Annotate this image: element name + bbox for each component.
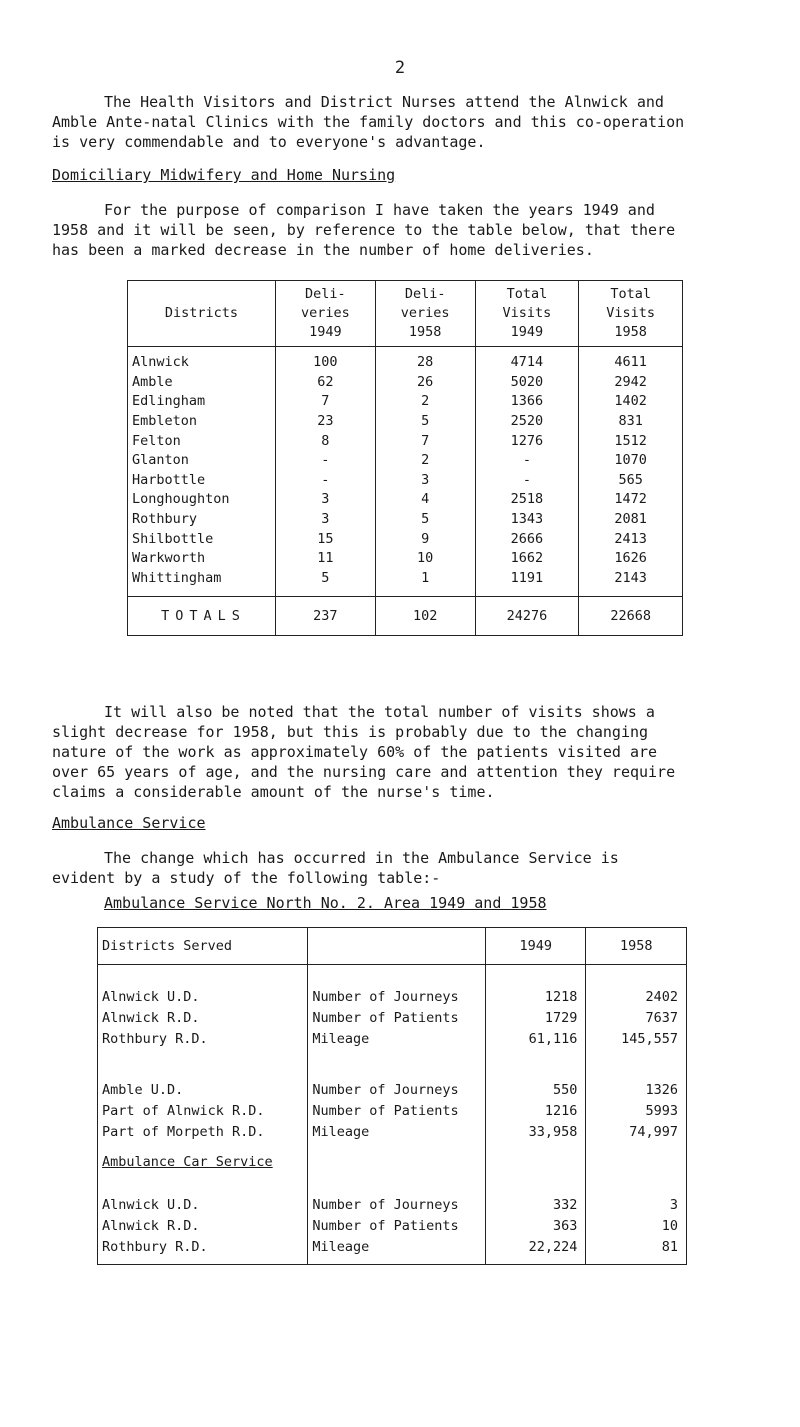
table-cell: 5 — [275, 569, 375, 597]
table-cell — [98, 1173, 308, 1195]
table-cell: 8 — [275, 431, 375, 451]
intro-line: is very commendable and to everyone's advantage. — [52, 133, 486, 151]
section-heading-midwifery: Domiciliary Midwifery and Home Nursing — [52, 166, 396, 184]
table-row — [128, 490, 683, 510]
table-cell: 1366 — [475, 392, 579, 412]
table-cell: Mileage — [308, 1029, 486, 1050]
table-row — [98, 1029, 687, 1050]
page-number: 2 — [394, 58, 406, 78]
table-cell: 332 — [485, 1195, 585, 1216]
table-cell: 2413 — [579, 529, 683, 549]
table-cell — [308, 1143, 486, 1173]
table-cell: 4611 — [579, 347, 683, 373]
table-cell: 5020 — [475, 373, 579, 393]
table-cell: 33,958 — [485, 1122, 585, 1143]
table-cell — [98, 1050, 308, 1080]
table-cell: 2518 — [475, 490, 579, 510]
table-cell: Rothbury R.D. — [102, 1031, 208, 1047]
table-cell: 7 — [375, 431, 475, 451]
table-cell: 363 — [485, 1216, 585, 1237]
intro-line: The Health Visitors and District Nurses attend the Alnwick and — [104, 93, 664, 111]
ambulance-line: evident by a study of the following table:- — [52, 869, 441, 887]
table-cell — [586, 1050, 687, 1080]
table-cell: 3 — [275, 490, 375, 510]
table-cell — [485, 1143, 585, 1173]
table-cell: Rothbury R.D. — [102, 1239, 208, 1255]
totals-row — [128, 597, 683, 636]
table-cell: Amble U.D. — [102, 1082, 184, 1098]
table-cell: 1402 — [579, 392, 683, 412]
deliveries-visits-table — [127, 280, 683, 636]
ambulance-paragraph — [52, 848, 752, 888]
ambulance-car-service-label: Ambulance Car Service — [102, 1154, 273, 1170]
table-cell: - — [475, 471, 579, 491]
table-cell — [98, 1143, 308, 1173]
table-cell: 74,997 — [586, 1122, 687, 1143]
table-cell: 1218 — [485, 987, 585, 1008]
header-deliveries-1949: Deli- veries 1949 — [275, 281, 375, 347]
table-cell: Number of Patients — [308, 1008, 486, 1029]
table-row — [128, 529, 683, 549]
table-header-row — [128, 281, 683, 347]
table-cell — [308, 965, 486, 988]
table-cell — [308, 1173, 486, 1195]
visits-line: nature of the work as approximately 60% of the patients visited are — [52, 743, 658, 761]
table-cell: 565 — [579, 471, 683, 491]
table-cell: 2143 — [579, 569, 683, 597]
table-cell: 3 — [275, 510, 375, 530]
table-cell: 1472 — [579, 490, 683, 510]
header-measure — [308, 928, 486, 965]
table-cell: Whittingham — [132, 569, 222, 586]
table-cell: 2402 — [586, 987, 687, 1008]
table-row — [128, 451, 683, 471]
table-cell: Warkworth — [132, 550, 206, 567]
table-cell: 2666 — [475, 529, 579, 549]
section-heading-ambulance: Ambulance Service — [52, 814, 206, 832]
table-cell: 2942 — [579, 373, 683, 393]
table-cell — [485, 965, 585, 988]
table-cell: Alnwick R.D. — [102, 1010, 200, 1026]
table-cell: 4714 — [475, 347, 579, 373]
midwifery-paragraph — [52, 200, 752, 260]
header-districts: Districts — [128, 281, 276, 347]
table-cell — [586, 965, 687, 988]
ambulance-line: The change which has occurred in the Ambulance Service is — [104, 849, 619, 867]
table-cell: - — [275, 471, 375, 491]
table-cell: 24276 — [475, 597, 579, 636]
table-cell: Mileage — [308, 1122, 486, 1143]
table-row — [128, 471, 683, 491]
table-cell: 1216 — [485, 1101, 585, 1122]
table-row — [128, 569, 683, 597]
table-row — [98, 1122, 687, 1143]
table-cell: 28 — [375, 347, 475, 373]
table-row — [98, 1216, 687, 1237]
table-cell: Mileage — [308, 1237, 486, 1265]
header-1949: 1949 — [485, 928, 585, 965]
table-cell: 2 — [375, 392, 475, 412]
table-section-label-row — [98, 1143, 687, 1173]
table-cell: 5993 — [586, 1101, 687, 1122]
header-1958: 1958 — [586, 928, 687, 965]
table-cell: 5 — [375, 510, 475, 530]
table-cell: Edlingham — [132, 393, 206, 410]
table-cell: 3 — [375, 471, 475, 491]
table-cell: 22668 — [579, 597, 683, 636]
table-cell: 102 — [375, 597, 475, 636]
table-cell: 1512 — [579, 431, 683, 451]
table-cell: 7 — [275, 392, 375, 412]
table-row — [98, 1080, 687, 1101]
visits-line: It will also be noted that the total number of visits shows a — [104, 703, 655, 721]
table-cell: 145,557 — [586, 1029, 687, 1050]
table-row — [128, 412, 683, 432]
table-cell: Embleton — [132, 413, 198, 430]
table-cell: Number of Journeys — [308, 1195, 486, 1216]
visits-line: slight decrease for 1958, but this is probably due to the changing — [52, 723, 649, 741]
table-cell: 23 — [275, 412, 375, 432]
table-cell: Longhoughton — [132, 491, 230, 508]
table-cell: 7637 — [586, 1008, 687, 1029]
table-cell: 11 — [275, 549, 375, 569]
table-cell: Felton — [132, 432, 181, 449]
table-row — [98, 1101, 687, 1122]
table-cell: 2 — [375, 451, 475, 471]
table-cell: 10 — [375, 549, 475, 569]
table-cell: 831 — [579, 412, 683, 432]
table-cell: Rothbury — [132, 511, 198, 528]
table-cell: 2081 — [579, 510, 683, 530]
table-header-row — [98, 928, 687, 965]
table-row — [98, 1237, 687, 1265]
table-cell: Number of Patients — [308, 1216, 486, 1237]
table-cell: 3 — [586, 1195, 687, 1216]
table-cell: Number of Patients — [308, 1101, 486, 1122]
table-cell: 100 — [275, 347, 375, 373]
visits-paragraph — [52, 702, 752, 802]
table-cell: 1662 — [475, 549, 579, 569]
table-row — [128, 347, 683, 373]
ambulance-table-title: Ambulance Service North No. 2. Area 1949 and 1958 — [104, 894, 547, 912]
table-cell: 10 — [586, 1216, 687, 1237]
table-cell: 1191 — [475, 569, 579, 597]
table-row — [128, 431, 683, 451]
header-deliveries-1958: Deli- veries 1958 — [375, 281, 475, 347]
table-cell: Glanton — [132, 452, 189, 469]
table-row — [98, 1008, 687, 1029]
table-cell: 81 — [586, 1237, 687, 1265]
midwifery-line: 1958 and it will be seen, by reference to the table below, that there — [52, 221, 676, 239]
header-districts-served: Districts Served — [98, 928, 308, 965]
visits-line: claims a considerable amount of the nurse's time. — [52, 783, 495, 801]
table-cell: 15 — [275, 529, 375, 549]
table-row — [128, 510, 683, 530]
table-cell — [485, 1173, 585, 1195]
header-visits-1958: Total Visits 1958 — [579, 281, 683, 347]
table-cell: 1 — [375, 569, 475, 597]
header-visits-1949: Total Visits 1949 — [475, 281, 579, 347]
table-cell: 2520 — [475, 412, 579, 432]
table-cell: 9 — [375, 529, 475, 549]
midwifery-line: For the purpose of comparison I have taken the years 1949 and — [104, 201, 655, 219]
table-cell: 550 — [485, 1080, 585, 1101]
table-row — [98, 987, 687, 1008]
table-cell — [586, 1173, 687, 1195]
table-cell: 1729 — [485, 1008, 585, 1029]
table-cell — [98, 965, 308, 988]
table-cell — [586, 1143, 687, 1173]
table-cell: Alnwick R.D. — [102, 1218, 200, 1234]
table-cell: Amble — [132, 373, 173, 390]
midwifery-line: has been a marked decrease in the number of home deliveries. — [52, 241, 594, 259]
table-cell: Alnwick — [132, 354, 189, 371]
table-cell: Harbottle — [132, 471, 206, 488]
table-cell: 1626 — [579, 549, 683, 569]
table-cell: Number of Journeys — [308, 987, 486, 1008]
intro-line: Amble Ante-natal Clinics with the family doctors and this co-operation — [52, 113, 685, 131]
table-cell: 4 — [375, 490, 475, 510]
table-cell: 1326 — [586, 1080, 687, 1101]
table-cell: 5 — [375, 412, 475, 432]
table-cell: Part of Alnwick R.D. — [102, 1103, 265, 1119]
table-cell: Alnwick U.D. — [102, 1197, 200, 1213]
visits-line: over 65 years of age, and the nursing care and attention they require — [52, 763, 676, 781]
table-cell: Part of Morpeth R.D. — [102, 1124, 265, 1140]
table-cell — [485, 1050, 585, 1080]
table-cell: 22,224 — [485, 1237, 585, 1265]
table-cell: - — [475, 451, 579, 471]
table-cell: - — [275, 451, 375, 471]
table-cell: TOTALS — [128, 597, 276, 636]
table-row — [128, 392, 683, 412]
table-row — [128, 373, 683, 393]
table-cell: 61,116 — [485, 1029, 585, 1050]
table-cell: 1070 — [579, 451, 683, 471]
table-row — [98, 1195, 687, 1216]
ambulance-service-table — [97, 927, 687, 1265]
table-cell: 26 — [375, 373, 475, 393]
table-row — [128, 549, 683, 569]
table-cell — [308, 1050, 486, 1080]
table-cell: Number of Journeys — [308, 1080, 486, 1101]
table-cell: Alnwick U.D. — [102, 989, 200, 1005]
table-cell: 62 — [275, 373, 375, 393]
intro-paragraph — [52, 92, 752, 152]
table-cell: 1343 — [475, 510, 579, 530]
table-cell: 1276 — [475, 431, 579, 451]
table-cell: Shilbottle — [132, 530, 214, 547]
table-cell: 237 — [275, 597, 375, 636]
